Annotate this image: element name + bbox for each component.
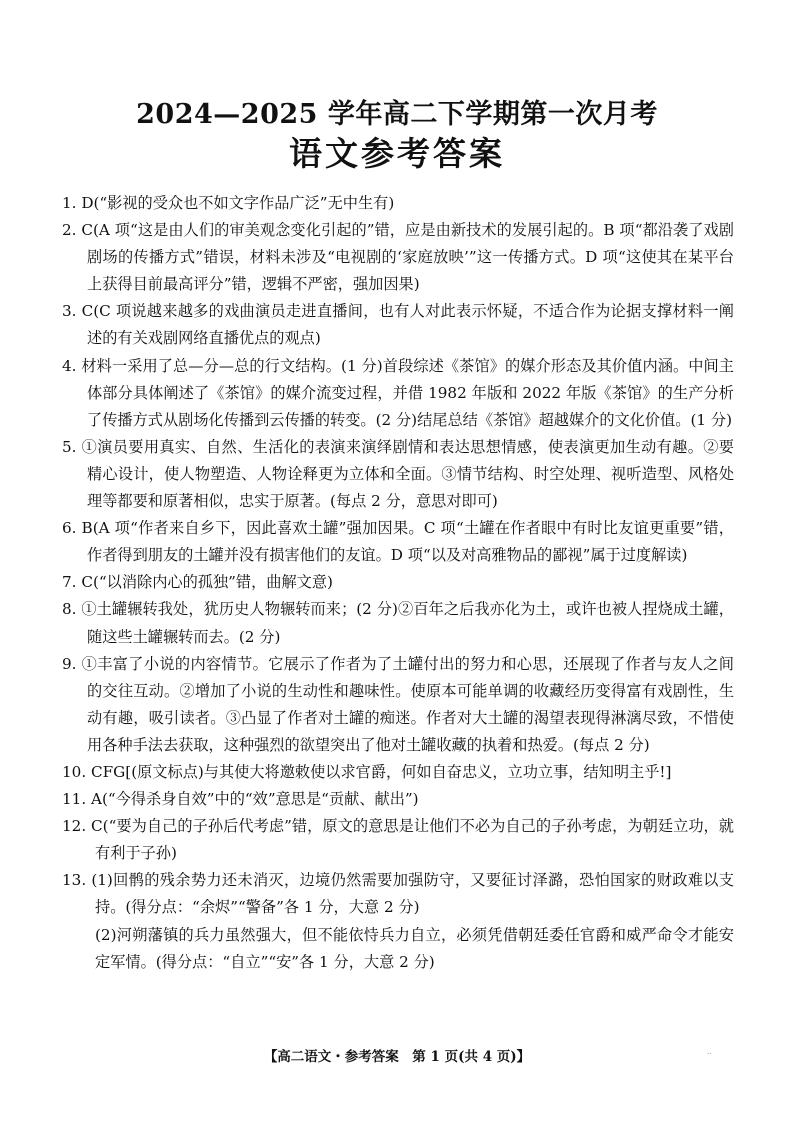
answer-13-part-2: (2)河朔藩镇的兵力虽然强大，但不能依恃兵力自立，必须凭借朝廷委任官爵和威严命令才能安定军情。(得分点：“自立”“安”各 1 分，大意 2 分) bbox=[95, 925, 734, 971]
answer-13: 13. (1)回鹘的残余势力还未消灭，边境仍然需要加强防守，又要征讨泽潞，恐怕国家的财政难以支持。(得分点：“余烬”“警备”各 1 分，大意 2 分) bbox=[62, 871, 734, 917]
answer-6: 6. B(A 项“作者来自乡下，因此喜欢土罐”强加因果。C 项“土罐在作者眼中有时比友谊更重要”错，作者得到朋友的土罐并没有损害他们的友谊。D 项“以及对高雅物品的鄙视”属于过度解读) bbox=[62, 519, 734, 565]
answer-9: 9. ①丰富了小说的内容情节。它展示了作者为了土罐付出的努力和心思，还展现了作者与友人之间的交往互动。②增加了小说的生动性和趣味性。使原本可能单调的收藏经历变得富有戏剧性，生动有趣，吸引读者。③凸显了作者对土罐的痴迷。作者对大土罐的渴望表现得淋漓尽致，不惜使用各种手法去获取，这种强烈的欲望突出了他对土罐收藏的执着和热爱。(每点 2 分) bbox=[62, 654, 734, 754]
page-footer: 【高二语文・参考答案 第 1 页(共 4 页)】 bbox=[263, 1049, 531, 1065]
answer-1: 1. D(“影视的受众也不如文字作品广泛”无中生有) bbox=[62, 194, 395, 212]
page-subtitle: 语文参考答案 bbox=[289, 134, 505, 173]
corner-mark: ·· bbox=[707, 1050, 712, 1058]
answer-11: 11. A(“今得杀身自效”中的“效”意思是“贡献、献出”) bbox=[62, 790, 419, 809]
answer-3: 3. C(C 项说越来越多的戏曲演员走进直播间，也有人对此表示怀疑，不适合作为论据支撑材料一阐述的有关戏剧网络直播优点的观点) bbox=[62, 302, 734, 348]
answer-7: 7. C(“以消除内心的孤独”错，曲解文意) bbox=[62, 573, 333, 592]
answer-2: 2. C(A 项“这是由人们的审美观念变化引起的”错，应是由新技术的发展引起的。B 项“都沿袭了戏剧剧场的传播方式”错误，材料未涉及“电视剧的‘家庭放映’”这一传播方式。D 项“这使其在某平台上获得目前最高评分”错，逻辑不严密，强加因果) bbox=[62, 221, 734, 294]
answer-10: 10. CFG[(原文标点)与其使大将邀敕使以求官爵，何如自奋忠义，立功立事，结知明主乎!] bbox=[62, 762, 672, 781]
answer-5: 5. ①演员要用真实、自然、生活化的表演来演绎剧情和表达思想情感，使表演更加生动有趣。②要精心设计，使人物塑造、人物诠释更为立体和全面。③情节结构、时空处理、视听造型、风格处理等都要和原著相似，忠实于原著。(每点 2 分，意思对即可) bbox=[62, 437, 734, 511]
answer-12: 12. C(“要为自己的子孙后代考虑”错，原文的意思是让他们不必为自己的子孙考虑，为朝廷立功，就有利于子孙) bbox=[62, 817, 734, 863]
answer-8: 8. ①土罐辗转我处，犹历史人物辗转而来；(2 分)②百年之后我亦化为土，或许也被人捏烧成土罐，随这些土罐辗转而去。(2 分) bbox=[62, 600, 734, 646]
answer-4: 4. 材料一采用了总—分—总的行文结构。(1 分)首段综述《茶馆》的媒介形态及其价值内涵。中间主体部分具体阐述了《茶馆》的媒介流变过程，并借 1982 年版和 2022 年版《茶馆》的生产分析了传播方式从剧场化传播到云传播的转变。(2 分)结尾总结《茶馆》超越媒介的文化价值。(1 分) bbox=[62, 356, 734, 429]
exam-title: 2024—2025 学年高二下学期第一次月考 bbox=[136, 99, 658, 130]
answer-list bbox=[62, 190, 734, 976]
